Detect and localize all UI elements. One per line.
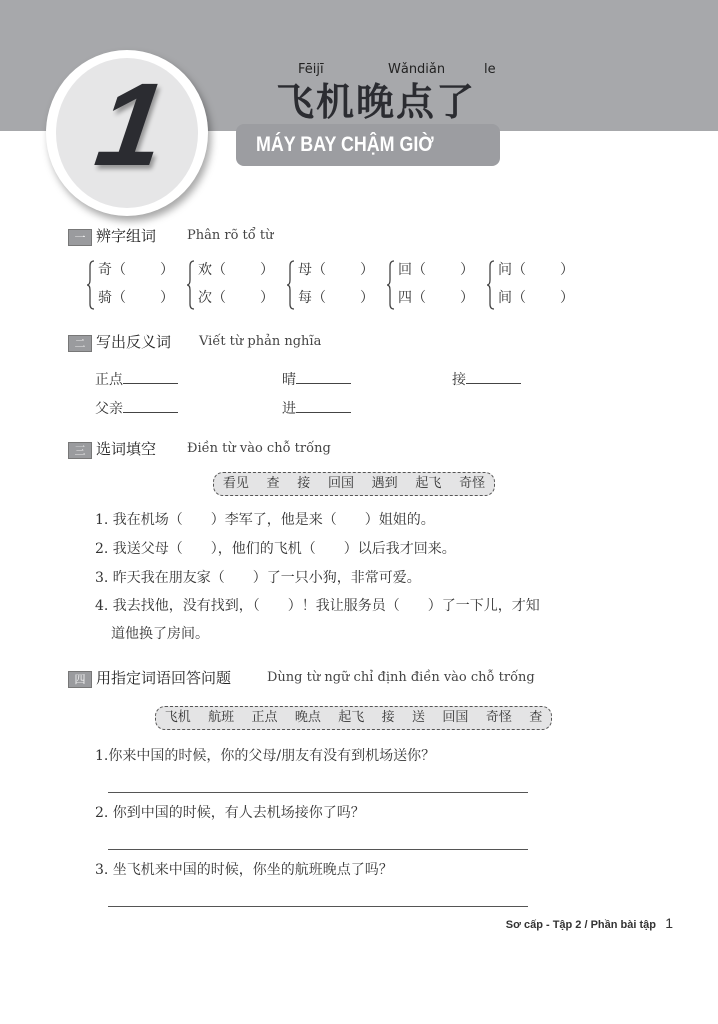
pinyin-3: le bbox=[484, 62, 496, 77]
word-bank-item: 查 bbox=[529, 710, 543, 725]
word-bank-item: 奇怪 bbox=[459, 476, 486, 491]
answer-line[interactable] bbox=[108, 906, 528, 907]
char-label: 回（ bbox=[398, 262, 426, 278]
paren-close: ） bbox=[560, 262, 574, 278]
char-label: 间（ bbox=[498, 290, 526, 306]
paren-close: ） bbox=[460, 290, 474, 306]
char-item bbox=[398, 289, 474, 307]
section-2-icon: 二 bbox=[68, 335, 92, 352]
title-pinyin bbox=[298, 62, 496, 77]
lesson-number: 1 bbox=[88, 59, 173, 191]
char-item bbox=[198, 289, 274, 307]
page-number: 1 bbox=[665, 915, 673, 931]
paren-close: ） bbox=[160, 262, 174, 278]
word-bank-item: 看见 bbox=[222, 476, 249, 491]
antonym-item bbox=[95, 398, 178, 418]
paren-close: ） bbox=[160, 290, 174, 306]
lesson-title-vietnamese: MÁY BAY CHẬM GIỜ bbox=[256, 133, 434, 156]
word-bank-item: 遇到 bbox=[371, 476, 398, 491]
word-bank-item: 航班 bbox=[208, 710, 235, 725]
antonym-word: 正点 bbox=[95, 372, 123, 388]
char-item bbox=[298, 289, 374, 307]
pinyin-1: Fēijī bbox=[298, 62, 324, 77]
char-item bbox=[398, 261, 474, 279]
paren-close: ） bbox=[260, 290, 274, 306]
section-1-title: 辨字组词 bbox=[96, 227, 157, 245]
section-2-subtitle: Viết từ phản nghĩa bbox=[199, 334, 322, 349]
answer-line[interactable] bbox=[108, 849, 528, 850]
char-label: 欢（ bbox=[198, 262, 226, 278]
paren-close: ） bbox=[460, 262, 474, 278]
char-item bbox=[498, 261, 574, 279]
antonym-word: 接 bbox=[452, 372, 466, 388]
antonym-word: 进 bbox=[282, 401, 296, 417]
brace bbox=[386, 260, 396, 310]
char-item bbox=[98, 289, 174, 307]
footer-text: Sơ cấp - Tập 2 / Phần bài tập bbox=[505, 919, 656, 931]
char-label: 每（ bbox=[298, 290, 326, 306]
answer-blank[interactable] bbox=[296, 398, 351, 413]
char-item bbox=[298, 261, 374, 279]
char-item bbox=[198, 261, 274, 279]
section-1-subtitle: Phân rõ tổ từ bbox=[187, 228, 274, 243]
char-label: 骑（ bbox=[98, 290, 126, 306]
antonym-word: 晴 bbox=[282, 372, 296, 388]
fill-sentence: 1. 我在机场（ ）李军了，他是来（ ）姐姐的。 bbox=[95, 512, 435, 528]
answer-blank[interactable] bbox=[296, 369, 351, 384]
question: 1.你来中国的时候，你的父母/朋友有没有到机场送你？ bbox=[95, 748, 436, 764]
word-bank-item: 回国 bbox=[442, 710, 469, 725]
antonym-item bbox=[95, 369, 178, 389]
fill-sentence: 2. 我送父母（ ），他们的飞机（ ）以后我才回来。 bbox=[95, 541, 456, 557]
section-2-title: 写出反义词 bbox=[96, 333, 172, 351]
question: 2. 你到中国的时候，有人去机场接你了吗？ bbox=[95, 805, 365, 821]
word-bank-item: 查 bbox=[266, 476, 280, 491]
char-item bbox=[498, 289, 574, 307]
word-bank-item: 奇怪 bbox=[485, 710, 512, 725]
word-bank-item: 起飞 bbox=[338, 710, 365, 725]
section-3-subtitle: Điền từ vào chỗ trống bbox=[187, 441, 331, 456]
brace bbox=[86, 260, 96, 310]
section-3-title: 选词填空 bbox=[96, 440, 157, 458]
section-4-subtitle: Dùng từ ngữ chỉ định điền vào chỗ trống bbox=[267, 670, 535, 685]
char-label: 母（ bbox=[298, 262, 326, 278]
pinyin-2: Wǎndiǎn bbox=[388, 62, 446, 77]
paren-close: ） bbox=[360, 290, 374, 306]
fill-sentence: 4. 我去找他，没有找到，（ ）！我让服务员（ ）了一下儿，才知 bbox=[95, 598, 540, 614]
word-bank bbox=[213, 472, 495, 496]
section-1-icon: 一 bbox=[68, 229, 92, 246]
brace bbox=[486, 260, 496, 310]
answer-blank[interactable] bbox=[123, 398, 178, 413]
section-4-title: 用指定词语回答问题 bbox=[96, 669, 232, 687]
char-label: 问（ bbox=[498, 262, 526, 278]
word-bank-item: 飞机 bbox=[164, 710, 191, 725]
paren-close: ） bbox=[560, 290, 574, 306]
answer-blank[interactable] bbox=[466, 369, 521, 384]
section-4-icon: 四 bbox=[68, 671, 92, 688]
word-bank-item: 起飞 bbox=[415, 476, 442, 491]
antonym-word: 父亲 bbox=[95, 401, 123, 417]
word-bank-item: 正点 bbox=[251, 710, 278, 725]
question: 3. 坐飞机来中国的时候，你坐的航班晚点了吗？ bbox=[95, 862, 393, 878]
fill-sentence: 道他换了房间。 bbox=[111, 626, 209, 642]
antonym-item bbox=[452, 369, 521, 389]
antonym-item bbox=[282, 369, 351, 389]
brace bbox=[186, 260, 196, 310]
answer-blank[interactable] bbox=[123, 369, 178, 384]
paren-close: ） bbox=[260, 262, 274, 278]
lesson-title-chinese: 飞机晚点了 bbox=[276, 80, 477, 124]
word-bank-item: 晚点 bbox=[294, 710, 321, 725]
word-bank-item: 接 bbox=[297, 476, 311, 491]
section-3-icon: 三 bbox=[68, 442, 92, 459]
word-bank bbox=[155, 706, 552, 730]
answer-line[interactable] bbox=[108, 792, 528, 793]
char-item bbox=[98, 261, 174, 279]
fill-sentence: 3. 昨天我在朋友家（ ）了一只小狗，非常可爱。 bbox=[95, 570, 421, 586]
word-bank-item: 送 bbox=[412, 710, 426, 725]
word-bank-item: 回国 bbox=[327, 476, 354, 491]
char-label: 奇（ bbox=[98, 262, 126, 278]
char-label: 四（ bbox=[398, 290, 426, 306]
antonym-item bbox=[282, 398, 351, 418]
paren-close: ） bbox=[360, 262, 374, 278]
word-bank-item: 接 bbox=[381, 710, 395, 725]
char-label: 次（ bbox=[198, 290, 226, 306]
brace bbox=[286, 260, 296, 310]
